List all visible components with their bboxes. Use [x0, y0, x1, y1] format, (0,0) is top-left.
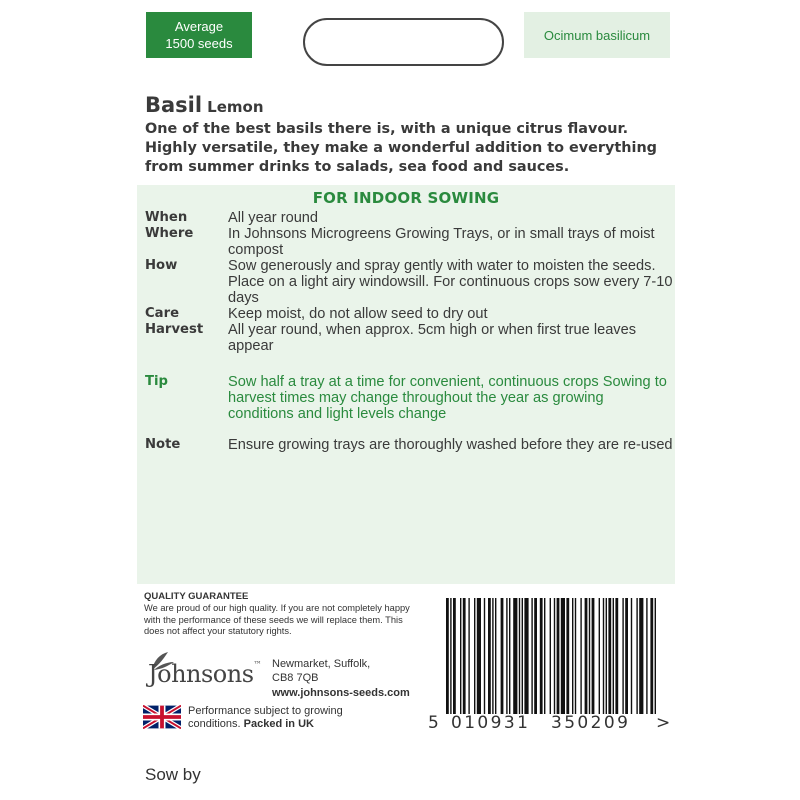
barcode-bar	[509, 598, 510, 714]
sowing-instructions-panel	[137, 185, 675, 584]
barcode-bar	[550, 598, 551, 714]
barcode-bar	[484, 598, 485, 714]
seed-count-badge	[146, 12, 252, 58]
barcode-bar	[495, 598, 496, 714]
barcode-bar	[477, 598, 481, 714]
row-label: Note	[145, 437, 181, 452]
row-label: How	[145, 258, 178, 273]
row-label: Where	[145, 226, 194, 241]
performance-line2	[188, 718, 343, 731]
website-link[interactable]: www.johnsons-seeds.com	[272, 687, 410, 699]
row-value: All year round, when approx. 5cm high or when first true leaves appear	[228, 322, 637, 354]
row-value: Keep moist, do not allow seed to dry out	[228, 306, 488, 322]
sow-by-label: Sow by	[145, 765, 201, 784]
performance-line2-plain: conditions.	[188, 718, 244, 730]
product-description: One of the best basils there is, with a unique citrus flavour. Highly versatile, they make a wonderful addition to everything from summer drinks to salads, sea food and sauces.	[145, 121, 657, 175]
barcode-bar	[580, 598, 581, 714]
barcode-bar	[488, 598, 491, 714]
barcode-bar	[506, 598, 507, 714]
panel-heading: FOR INDOOR SOWING	[312, 189, 500, 207]
barcode-bar	[450, 598, 451, 714]
barcode-bar	[575, 598, 576, 714]
barcode-bar	[599, 598, 600, 714]
barcode-bar	[534, 598, 537, 714]
barcode-digits-left: 010931	[451, 713, 531, 733]
logo-wordmark: Johnsons	[148, 660, 254, 688]
row-value: All year round	[228, 210, 319, 226]
uk-flag-icon	[143, 705, 181, 729]
trademark-symbol: ™	[253, 660, 262, 669]
barcode-bar	[522, 598, 523, 714]
barcode-bar	[646, 598, 647, 714]
barcode-bar	[513, 598, 517, 714]
row-value: In Johnsons Microgreens Growing Trays, or in small trays of moist compost	[228, 226, 655, 258]
barcode-bar	[474, 598, 475, 714]
barcode-bar	[519, 598, 520, 714]
barcode-bar	[608, 598, 611, 714]
row-value: Sow half a tray at a time for convenient, continuous crops Sowing to harvest times may change throughout the year as growing conditions and light levels change	[228, 374, 667, 422]
quality-guarantee-title: QUALITY GUARANTEE	[144, 591, 249, 602]
barcode-bar	[622, 598, 623, 714]
barcode-bar	[631, 598, 632, 714]
barcode-bar	[613, 598, 614, 714]
row-label: Care	[145, 306, 180, 321]
row-label: When	[145, 210, 188, 225]
address-line2: CB8 7QB	[272, 672, 319, 684]
packed-in-uk: Packed in UK	[243, 718, 314, 730]
barcode-bar	[453, 598, 456, 714]
barcode-bar	[639, 598, 643, 714]
latin-name: Ocimum basilicum	[524, 12, 670, 58]
performance-line1: Performance subject to growing	[188, 705, 343, 717]
barcode-bar	[531, 598, 532, 714]
barcode-bar	[524, 598, 528, 714]
barcode-bar	[501, 598, 504, 714]
barcode-digit-first: 5	[428, 713, 439, 733]
barcode-arrow: >	[656, 713, 671, 733]
barcode-bar	[655, 598, 656, 714]
seed-count-line2: 1500 seeds	[165, 36, 233, 51]
barcode-bar	[557, 598, 560, 714]
row-value: Sow generously and spray gently with water to moisten the seeds. Place on a light airy windowsill. For continuous crops sow every 7-10 days	[228, 258, 673, 306]
barcode-bar	[625, 598, 628, 714]
row-label: Tip	[145, 374, 168, 389]
barcode-bar	[446, 598, 449, 714]
product-name: Basil	[145, 93, 203, 117]
logo-text	[148, 660, 261, 688]
johnsons-logo	[144, 648, 269, 698]
barcode-bar	[492, 598, 493, 714]
seed-count-line1: Average	[174, 19, 224, 34]
barcode-bar	[636, 598, 637, 714]
barcode-digits-right: 350209	[551, 713, 631, 733]
barcode	[446, 598, 656, 714]
barcode-bar	[566, 598, 569, 714]
row-value: Ensure growing trays are thoroughly washed before they are re-used	[228, 437, 673, 453]
address-line1: Newmarket, Suffolk,	[272, 658, 371, 670]
barcode-bar	[589, 598, 590, 714]
barcode-bar	[540, 598, 543, 714]
barcode-bar	[615, 598, 618, 714]
barcode-bar	[561, 598, 565, 714]
quality-guarantee-text: We are proud of our high quality. If you are not completely happy with the performance of these seeds we will replace them. This does not affect your statutory rights.	[144, 603, 410, 636]
barcode-bar	[592, 598, 595, 714]
page-title	[145, 93, 264, 117]
barcode-bar	[554, 598, 555, 714]
barcode-bar	[606, 598, 607, 714]
row-label: Harvest	[145, 322, 204, 337]
performance-note	[188, 705, 343, 731]
barcode-bar	[460, 598, 461, 714]
product-variety: Lemon	[207, 98, 264, 116]
packet-window	[303, 18, 504, 66]
barcode-bar	[650, 598, 653, 714]
barcode-bar	[585, 598, 588, 714]
barcode-bar	[603, 598, 604, 714]
company-address	[272, 657, 370, 685]
barcode-bar	[544, 598, 545, 714]
barcode-bar	[468, 598, 469, 714]
barcode-bar	[572, 598, 573, 714]
barcode-bar	[463, 598, 466, 714]
